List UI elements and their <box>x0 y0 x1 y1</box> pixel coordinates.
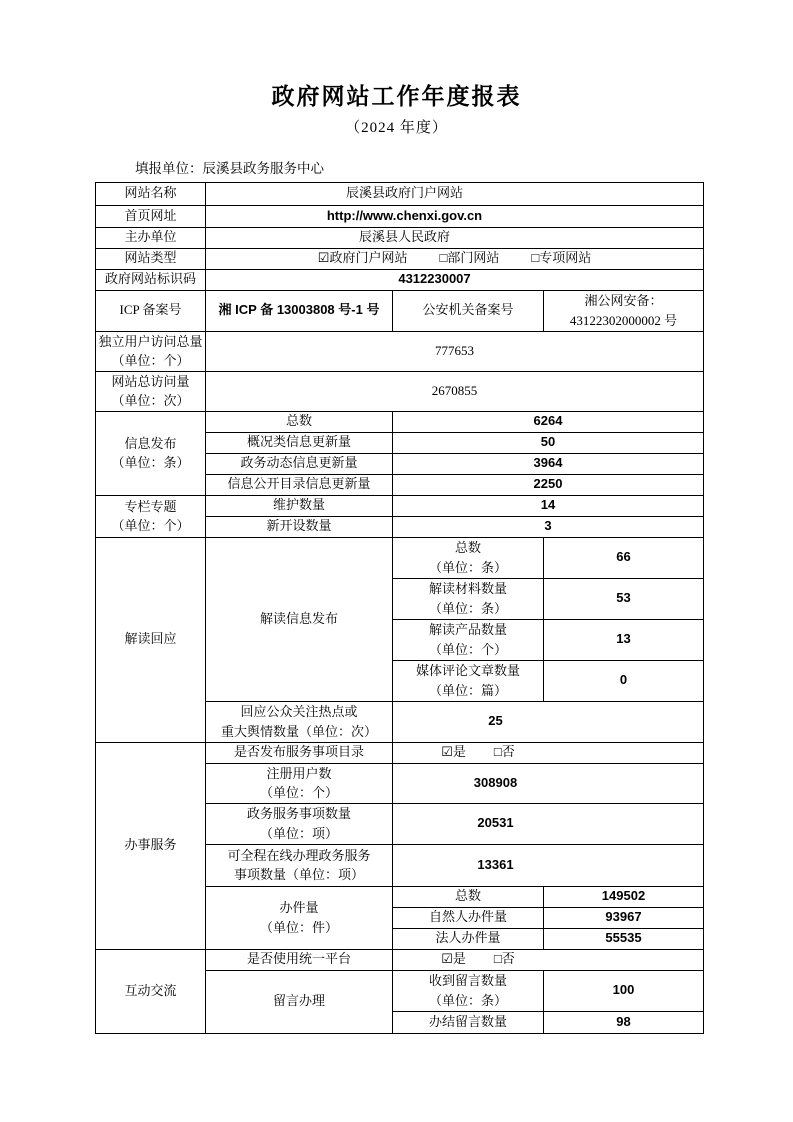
services-section-label: 办事服务 <box>96 742 206 949</box>
maintained-count-value: 14 <box>393 495 704 516</box>
volume-total-label: 总数 <box>393 886 544 907</box>
info-publish-total-label: 总数 <box>206 411 393 432</box>
option-label: 否 <box>501 951 515 967</box>
site-type-option-portal <box>318 249 408 268</box>
label-line: （单位：个） <box>111 518 190 534</box>
label-line: （单位：次） <box>111 393 190 409</box>
site-name-label: 网站名称 <box>96 182 206 205</box>
label-line: 网站总访问量 <box>111 373 190 389</box>
site-type-option-special <box>531 249 591 268</box>
checkbox-checked-icon: ☑ <box>441 951 453 967</box>
registered-users-label <box>206 763 393 803</box>
label-line: 媒体评论文章数量 <box>415 663 520 679</box>
label-line: 重大舆情数量（单位：次） <box>220 723 377 739</box>
public-response-label <box>206 701 393 742</box>
option-label: 政府门户网站 <box>329 250 408 266</box>
site-code-value: 4312230007 <box>206 269 704 290</box>
volume-natural-label: 自然人办件量 <box>393 907 544 928</box>
label-line: 回应公众关注热点或 <box>240 704 358 720</box>
interpretation-material-value: 53 <box>544 578 704 619</box>
label-line: 办件量 <box>279 900 319 916</box>
organizer-label: 主办单位 <box>96 227 206 248</box>
label-line: 解读产品数量 <box>428 622 507 638</box>
option-label: 是 <box>452 951 466 967</box>
messages-received-label <box>393 970 544 1011</box>
label-line: （单位：条） <box>428 600 507 616</box>
label-line: （单位：个） <box>259 785 338 801</box>
volume-legal-value: 55535 <box>544 928 704 949</box>
label-line: （单位：件） <box>259 919 338 935</box>
public-response-value: 25 <box>393 701 704 742</box>
checkbox-checked-icon: ☑ <box>441 744 453 760</box>
report-title: 政府网站工作年度报表 <box>271 84 522 109</box>
info-publish-catalog-label: 信息公开目录信息更新量 <box>206 474 393 495</box>
media-comment-label <box>393 660 544 701</box>
organizer-value: 辰溪县人民政府 <box>206 227 704 248</box>
interpretation-publish-label: 解读信息发布 <box>206 537 393 701</box>
label-line: （单位：个） <box>428 641 507 657</box>
checkbox-unchecked-icon: □ <box>531 250 540 266</box>
info-publish-catalog-value: 2250 <box>393 474 704 495</box>
message-handling-label: 留言办理 <box>206 970 393 1033</box>
checkbox-unchecked-icon: □ <box>439 250 448 266</box>
label-line: 解读材料数量 <box>428 581 507 597</box>
unique-visitors-value: 777653 <box>206 331 704 371</box>
police-record-label: 公安机关备案号 <box>393 290 544 331</box>
label-line: （单位：篇） <box>428 682 507 698</box>
info-publish-total-value: 6264 <box>393 411 704 432</box>
label-line: 注册用户数 <box>266 765 332 781</box>
yes-option <box>441 950 466 969</box>
info-publish-overview-label: 概况类信息更新量 <box>206 432 393 453</box>
maintained-count-label: 维护数量 <box>206 495 393 516</box>
site-name-value: 辰溪县政府门户网站 <box>206 182 704 205</box>
label-line: （单位：条） <box>428 992 507 1008</box>
checkbox-unchecked-icon: □ <box>493 744 502 760</box>
label-line: 收到留言数量 <box>428 973 507 989</box>
option-label: 专项网站 <box>539 250 592 266</box>
preparer-label: 填报单位： <box>135 160 203 176</box>
volume-natural-value: 93967 <box>544 907 704 928</box>
label-line: （单位：条） <box>428 559 507 575</box>
new-count-value: 3 <box>393 516 704 537</box>
preparer-line <box>135 157 793 177</box>
option-label: 部门网站 <box>447 250 500 266</box>
interaction-section-label: 互动交流 <box>96 949 206 1033</box>
service-catalog-label: 是否发布服务事项目录 <box>206 742 393 763</box>
icp-number-value: 湘 ICP 备 13003808 号-1 号 <box>206 290 393 331</box>
police-record-line1: 湘公网安备： <box>584 293 663 309</box>
site-type-options <box>206 248 704 269</box>
registered-users-value: 308908 <box>393 763 704 803</box>
label-line: （单位：条） <box>111 455 190 471</box>
interpretation-total-label <box>393 537 544 578</box>
label-line: 专栏专题 <box>124 498 177 514</box>
label-line: （单位：个） <box>111 353 190 369</box>
messages-resolved-label: 办结留言数量 <box>393 1011 544 1033</box>
total-visits-label <box>96 371 206 411</box>
info-publish-news-label: 政务动态信息更新量 <box>206 453 393 474</box>
label-line: 独立用户访问总量 <box>98 333 203 349</box>
report-year: （2024 年度） <box>345 119 448 136</box>
volume-legal-label: 法人办件量 <box>393 928 544 949</box>
unified-platform-label: 是否使用统一平台 <box>206 949 393 970</box>
info-publish-overview-value: 50 <box>393 432 704 453</box>
online-items-label <box>206 844 393 886</box>
unified-platform-value <box>393 949 704 970</box>
site-type-label: 网站类型 <box>96 248 206 269</box>
label-line: 信息发布 <box>124 435 177 451</box>
no-option <box>494 950 515 969</box>
label-line: 政务服务事项数量 <box>246 806 351 822</box>
interpretation-section-label: 解读回应 <box>96 537 206 742</box>
interpretation-product-label <box>393 619 544 660</box>
yes-option <box>441 743 466 762</box>
interpretation-material-label <box>393 578 544 619</box>
interpretation-total-value: 66 <box>544 537 704 578</box>
info-publish-section-label <box>96 411 206 495</box>
icp-label: ICP 备案号 <box>96 290 206 331</box>
police-record-value <box>544 290 704 331</box>
site-code-label: 政府网站标识码 <box>96 269 206 290</box>
online-items-value: 13361 <box>393 844 704 886</box>
new-count-label: 新开设数量 <box>206 516 393 537</box>
site-type-option-department <box>439 249 499 268</box>
option-label: 否 <box>501 744 515 760</box>
messages-resolved-value: 98 <box>544 1011 704 1033</box>
service-items-label <box>206 803 393 844</box>
label-line: 可全程在线办理政务服务 <box>227 847 371 863</box>
label-line: 事项数量（单位：项） <box>233 867 364 883</box>
total-visits-value: 2670855 <box>206 371 704 411</box>
police-record-line2: 43122302000002 号 <box>569 312 678 328</box>
info-publish-news-value: 3964 <box>393 453 704 474</box>
checkbox-unchecked-icon: □ <box>493 951 502 967</box>
checkbox-checked-icon: ☑ <box>317 250 330 266</box>
media-comment-value: 0 <box>544 660 704 701</box>
service-items-value: 20531 <box>393 803 704 844</box>
service-catalog-value <box>393 742 704 763</box>
interpretation-product-value: 13 <box>544 619 704 660</box>
home-url-value: http://www.chenxi.gov.cn <box>206 205 704 227</box>
option-label: 是 <box>452 744 466 760</box>
volume-label <box>206 886 393 949</box>
no-option <box>494 743 515 762</box>
unique-visitors-label <box>96 331 206 371</box>
preparer-value: 辰溪县政务服务中心 <box>202 160 324 176</box>
home-url-label: 首页网址 <box>96 205 206 227</box>
special-columns-section-label <box>96 495 206 537</box>
volume-total-value: 149502 <box>544 886 704 907</box>
label-line: （单位：项） <box>259 825 338 841</box>
label-line: 总数 <box>454 540 481 556</box>
annual-report-table <box>95 182 704 1034</box>
messages-received-value: 100 <box>544 970 704 1011</box>
